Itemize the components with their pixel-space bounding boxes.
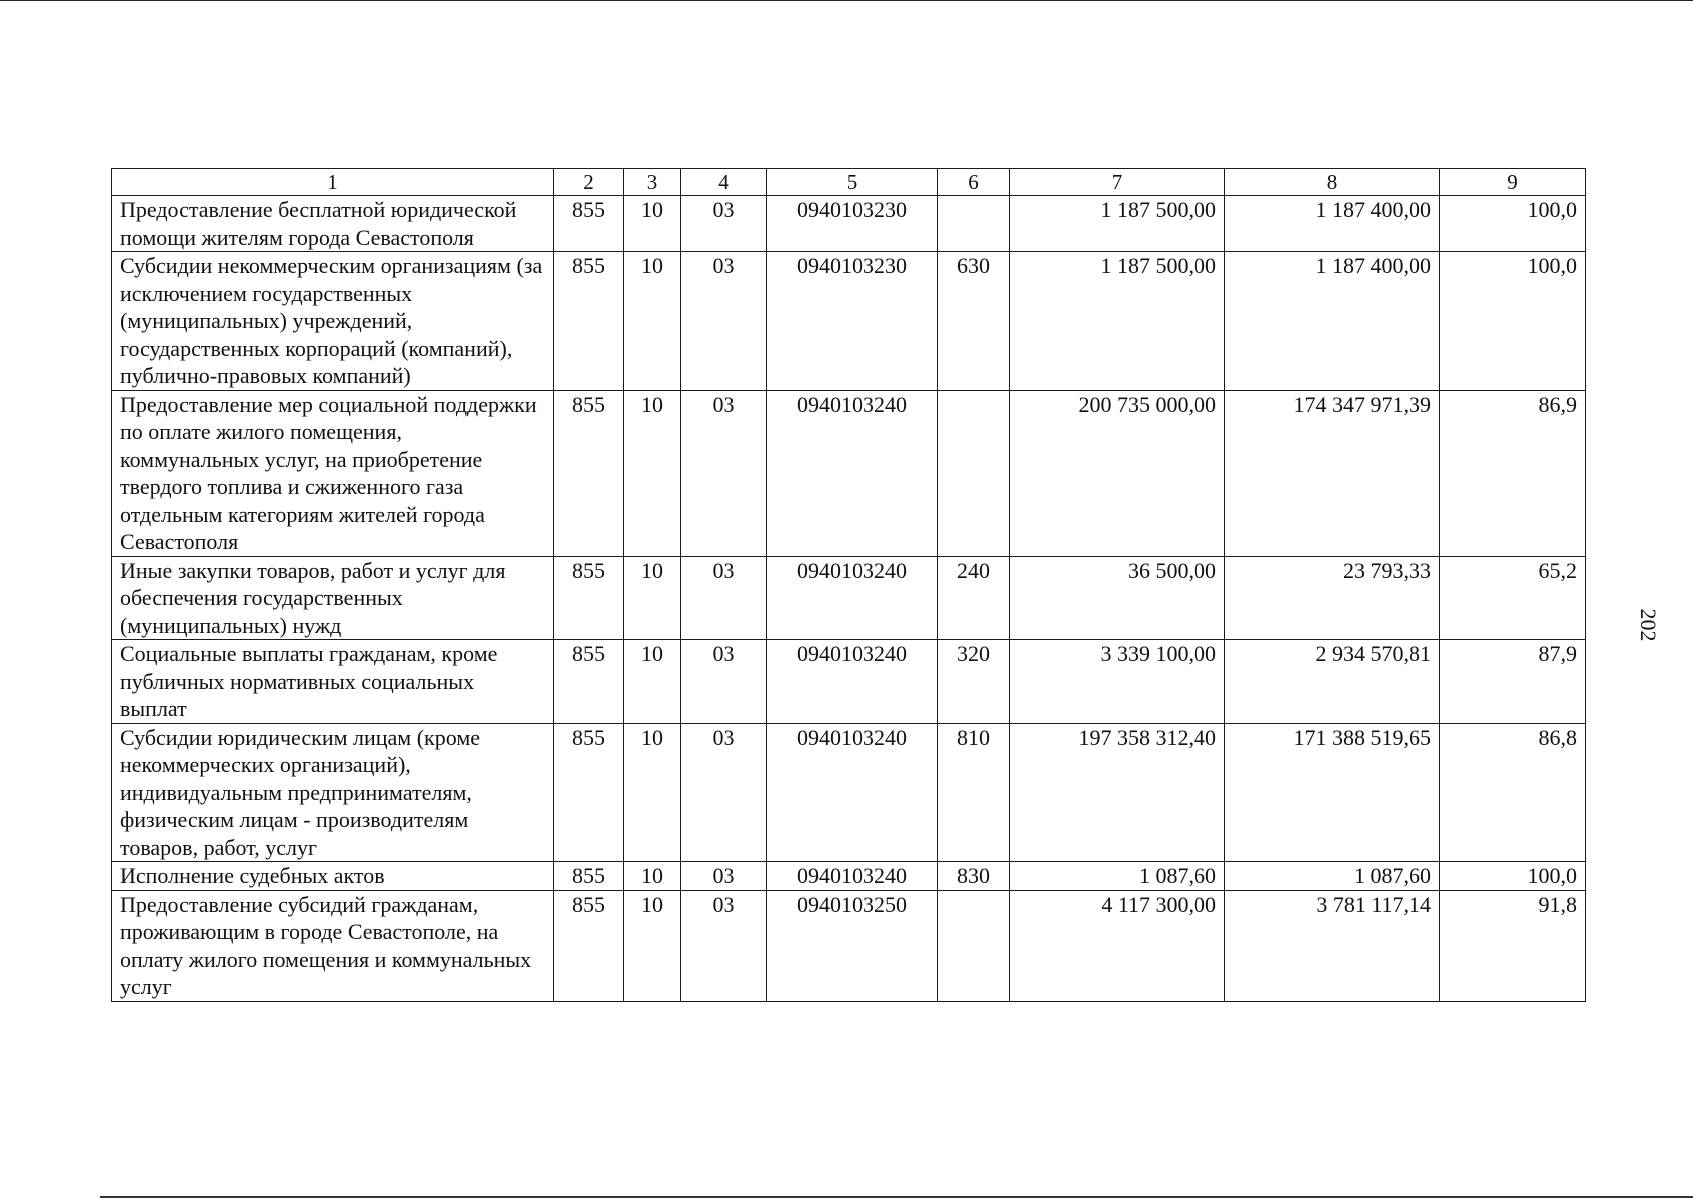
column-number: 7: [1010, 169, 1225, 196]
subsection-code-cell: 03: [681, 723, 767, 862]
scan-edge-top: [0, 0, 1693, 1]
target-article-cell: 0940103240: [767, 390, 938, 556]
table-row: [112, 196, 1586, 252]
subsection-code-cell: 03: [681, 890, 767, 1001]
target-article-cell: 0940103230: [767, 252, 938, 391]
section-code-cell: 10: [624, 252, 681, 391]
expense-type-cell: 320: [938, 640, 1010, 724]
subsection-code-cell: 03: [681, 640, 767, 724]
scan-edge-bottom: [100, 1196, 1693, 1198]
ministry-code-cell: 855: [554, 890, 624, 1001]
target-article-cell: 0940103230: [767, 196, 938, 252]
subsection-code-cell: 03: [681, 390, 767, 556]
section-code-cell: 10: [624, 196, 681, 252]
subsection-code-cell: 03: [681, 556, 767, 640]
execution-percent-cell: 87,9: [1440, 640, 1586, 724]
executed-amount-cell: 1 187 400,00: [1225, 196, 1440, 252]
table-row: [112, 640, 1586, 724]
approved-amount-cell: 1 187 500,00: [1010, 252, 1225, 391]
expense-type-cell: 630: [938, 252, 1010, 391]
section-code-cell: 10: [624, 890, 681, 1001]
target-article-cell: 0940103240: [767, 723, 938, 862]
executed-amount-cell: 1 187 400,00: [1225, 252, 1440, 391]
ministry-code-cell: 855: [554, 390, 624, 556]
column-number: 3: [624, 169, 681, 196]
approved-amount-cell: 36 500,00: [1010, 556, 1225, 640]
target-article-cell: 0940103240: [767, 640, 938, 724]
column-number: 4: [681, 169, 767, 196]
page-number: 202: [1636, 608, 1661, 642]
execution-percent-cell: 100,0: [1440, 862, 1586, 891]
approved-amount-cell: 197 358 312,40: [1010, 723, 1225, 862]
column-number: 2: [554, 169, 624, 196]
section-code-cell: 10: [624, 723, 681, 862]
executed-amount-cell: 174 347 971,39: [1225, 390, 1440, 556]
row-name-cell: Субсидии юридическим лицам (кроме некоммерческих организаций), индивидуальным предпринимателям, физическим лицам - производителям товаров, работ, услуг: [112, 723, 554, 862]
ministry-code-cell: 855: [554, 640, 624, 724]
execution-percent-cell: 86,9: [1440, 390, 1586, 556]
execution-percent-cell: 65,2: [1440, 556, 1586, 640]
table-row: [112, 556, 1586, 640]
execution-percent-cell: 91,8: [1440, 890, 1586, 1001]
ministry-code-cell: 855: [554, 723, 624, 862]
execution-percent-cell: 100,0: [1440, 252, 1586, 391]
ministry-code-cell: 855: [554, 556, 624, 640]
column-number: 1: [112, 169, 554, 196]
ministry-code-cell: 855: [554, 862, 624, 891]
row-name-cell: Предоставление субсидий гражданам, проживающим в городе Севастополе, на оплату жилого помещения и коммунальных услуг: [112, 890, 554, 1001]
row-name-cell: Предоставление мер социальной поддержки по оплате жилого помещения, коммунальных услуг, на приобретение твердого топлива и сжиженного газа отдельным категориям жителей города Севастополя: [112, 390, 554, 556]
row-name-cell: Социальные выплаты гражданам, кроме публичных нормативных социальных выплат: [112, 640, 554, 724]
approved-amount-cell: 1 087,60: [1010, 862, 1225, 891]
table-row: [112, 862, 1586, 891]
section-code-cell: 10: [624, 862, 681, 891]
approved-amount-cell: 200 735 000,00: [1010, 390, 1225, 556]
budget-execution-table: [111, 168, 1586, 1002]
expense-type-cell: 240: [938, 556, 1010, 640]
table-row: [112, 390, 1586, 556]
expense-type-cell: [938, 890, 1010, 1001]
column-number: 5: [767, 169, 938, 196]
section-code-cell: 10: [624, 556, 681, 640]
executed-amount-cell: 171 388 519,65: [1225, 723, 1440, 862]
ministry-code-cell: 855: [554, 196, 624, 252]
subsection-code-cell: 03: [681, 862, 767, 891]
expense-type-cell: [938, 390, 1010, 556]
ministry-code-cell: 855: [554, 252, 624, 391]
subsection-code-cell: 03: [681, 196, 767, 252]
column-number: 9: [1440, 169, 1586, 196]
row-name-cell: Предоставление бесплатной юридической помощи жителям города Севастополя: [112, 196, 554, 252]
section-code-cell: 10: [624, 390, 681, 556]
target-article-cell: 0940103240: [767, 862, 938, 891]
column-number: 8: [1225, 169, 1440, 196]
executed-amount-cell: 2 934 570,81: [1225, 640, 1440, 724]
column-number-row: [112, 169, 1586, 196]
execution-percent-cell: 100,0: [1440, 196, 1586, 252]
table-row: [112, 723, 1586, 862]
row-name-cell: Иные закупки товаров, работ и услуг для обеспечения государственных (муниципальных) нужд: [112, 556, 554, 640]
execution-percent-cell: 86,8: [1440, 723, 1586, 862]
target-article-cell: 0940103240: [767, 556, 938, 640]
table-row: [112, 890, 1586, 1001]
approved-amount-cell: 4 117 300,00: [1010, 890, 1225, 1001]
approved-amount-cell: 3 339 100,00: [1010, 640, 1225, 724]
row-name-cell: Субсидии некоммерческим организациям (за исключением государственных (муниципальных) учреждений, государственных корпораций (компаний), публично-правовых компаний): [112, 252, 554, 391]
target-article-cell: 0940103250: [767, 890, 938, 1001]
section-code-cell: 10: [624, 640, 681, 724]
table-row: [112, 252, 1586, 391]
subsection-code-cell: 03: [681, 252, 767, 391]
row-name-cell: Исполнение судебных актов: [112, 862, 554, 891]
executed-amount-cell: 1 087,60: [1225, 862, 1440, 891]
column-number: 6: [938, 169, 1010, 196]
expense-type-cell: 830: [938, 862, 1010, 891]
approved-amount-cell: 1 187 500,00: [1010, 196, 1225, 252]
executed-amount-cell: 3 781 117,14: [1225, 890, 1440, 1001]
expense-type-cell: 810: [938, 723, 1010, 862]
expense-type-cell: [938, 196, 1010, 252]
executed-amount-cell: 23 793,33: [1225, 556, 1440, 640]
